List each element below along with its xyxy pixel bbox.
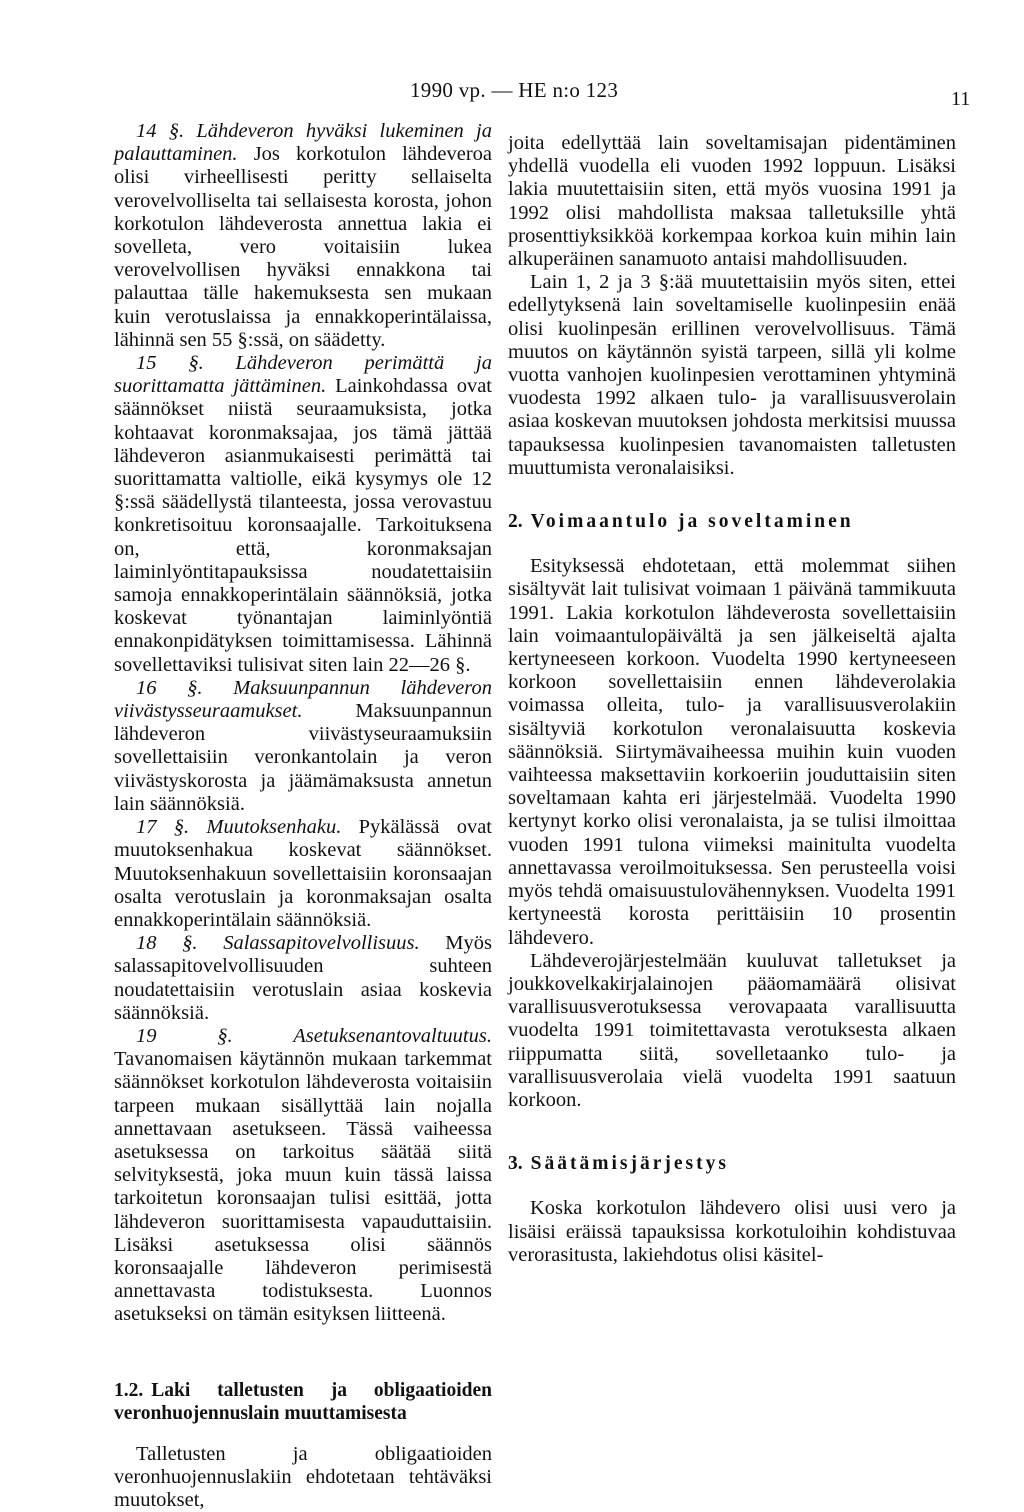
heading-1-2-text: Laki talletusten ja obligaatioiden veronhuojennuslain muuttamisesta — [114, 1379, 492, 1424]
section-16 — [114, 677, 492, 816]
section-16-text: Maksuunpannun lähdeveron viivästyseuraamuksiin sovellettaisiin veronkantolain ja veron viivästyskorosta ja jäämämaksusta annetun lain säännöksiä. — [114, 700, 492, 815]
paragraph-kuolinpesat: Lain 1, 2 ja 3 §:ää muutettaisiin myös siten, ettei edellytyksenä lain soveltamiselle kuolinpesiin enää olisi kuolinpesän erillinen verovelvollisuus. Tämä muutos on käytännön syistä tarpeen, sillä yli kolme vuotta vanhojen kuolinpesien verottaminen yhtyminä vuodesta 1992 alkaen tulo- ja varallisuusverolain asiaa koskevan muutoksen johdosta merkitsisi muussa tapauksessa kuolinpesien tavanomaisten talletusten muuttumista veronalaisiksi. — [508, 271, 956, 479]
heading-3 — [508, 1152, 956, 1175]
section-15-title: Lähdeveron perimättä ja suorittamatta jättäminen. — [114, 352, 493, 398]
section-14-title: Lähdeveron hyväksi lukeminen ja palauttaminen. — [114, 120, 493, 166]
section-14-text: Jos korkotulon lähdeveroa olisi virheellisesti peritty sellaiselta verovelvolliselta tai sellaisesta korosta, johon korkotulon lähdeverosta annettua lakia ei sovelleta, vero voitaisiin lukea verovelvollisen hyväksi ennakkona tai palauttaa tälle hakemuksesta sen mukaan kuin verotuslaissa ja ennakkoperintälaissa, lähinnä sen 55 §:ssä, on säädetty. — [114, 143, 493, 351]
header-title: 1990 vp. — HE n:o 123 — [410, 78, 619, 102]
heading-3-num: 3. — [508, 1153, 523, 1175]
paragraph-voimaantulo: Esityksessä ehdotetaan, että molemmat siihen sisältyvät lait tulisivat voimaan 1 päivänä tammikuuta 1991. Lakia korkotulon lähdeverosta sovellettaisiin lain voimaantulopäivältä ja sen jälkeiseltä ajalta kertyneeseen korkoon. Vuodelta 1990 kertyneeseen korkoon sovellettaisiin ennen lähdeverolakia voimassa olleita, tulo- ja varallisuusverolakiin sisältyviä korkotulon veronalaisuutta koskevia säännöksiä. Siirtymävaiheessa muihin kuin vuoden vaihteessa maksettaviin korkoeriin jouduttaisiin siten soveltamaan kahta eri järjestelmää. Vuodelta 1990 kertynyt korko olisi veronalaista, ja se tulisi ilmoittaa vuoden 1991 tulona viimeksi mainitulta vuodelta annettavassa veroilmoituksessa. Sen perusteella voisi myös tehdä omaisuustulovähennyksen. Vuodelta 1991 kertyneestä korosta perittäisiin 10 prosentin lähdevero. — [508, 555, 956, 949]
paragraph-saatamisjarjestys: Koska korkotulon lähdevero olisi uusi vero ja lisäisi eräissä tapauksissa korkotuloihin kohdistuvaa verorasitusta, lakiehdotus olisi käsitel- — [508, 1197, 956, 1266]
paragraph-lahdeverojarjestelma: Lähdeverojärjestelmään kuuluvat talletukset ja joukkovelkakirjalainojen pääomamäärä olisivat varallisuusverotuksessa verovapaata varallisuutta vuodelta 1991 toimitettavasta verotuksesta alkaen riippumatta siitä, sovelletaanko tulo- ja varallisuusverolaia vielä vuodelta 1991 saatuun korkoon. — [508, 949, 956, 1111]
section-17 — [114, 816, 492, 932]
section-15-text: Lainkohdassa ovat säännökset niistä seuraamuksista, jotka kohtaavat koronmaksajaa, jos tämä jättää lähdeveron asianmukaisesti perimättä tai suorittamatta valtiolle, eikä kysymys ole 12 §:ssä säädellystä tilanteesta, jossa verovastuu konkretisoituu koronsaajalle. Tarkoituksena on, että, koronmaksajan laiminlyöntitapauksissa noudatettaisiin samoja ennakkoperintälain säännöksiä, jotka koskevat työnantajan laiminlyöntiä ennakonpidätyksen toimittamisessa. Lähinnä sovellettaviksi tulisivat siten lain 22—26 §. — [114, 375, 492, 676]
heading-2-num: 2. — [508, 511, 523, 533]
section-19-title: Asetuksenantovaltuutus. — [293, 1024, 492, 1047]
section-17-num: 17 §. — [136, 816, 190, 839]
heading-2-text: Voimaantulo ja soveltaminen — [530, 511, 854, 533]
section-19-num: 19 §. — [136, 1024, 233, 1047]
right-column — [508, 132, 956, 1267]
paragraph-veronhuojennuslaki: Talletusten ja obligaatioiden veronhuojennuslakiin ehdotetaan tehtäväksi muutokset, — [114, 1442, 492, 1511]
section-18-num: 18 §. — [136, 932, 198, 955]
section-16-title: Maksuunpannun lähdeveron viivästysseuraamukset. — [114, 676, 492, 723]
section-16-num: 16 §. — [136, 676, 203, 699]
section-17-title: Muutoksenhaku. — [206, 816, 342, 839]
heading-2 — [508, 510, 956, 533]
section-19 — [114, 1025, 492, 1327]
section-14-num: 14 §. — [136, 120, 185, 142]
section-18-title: Salassapitovelvollisuus. — [223, 932, 420, 955]
left-column — [114, 120, 492, 1512]
page-number: 11 — [951, 88, 971, 110]
section-19-text: Tavanomaisen käytännön mukaan tarkemmat säännökset korkotulon lähdeverosta voitaisiin tarpeen mukaan sisällyttää lain nojalla annettavaan asetukseen. Tässä vaiheessa asetuksessa on tarkoitus säätää siitä selvityksestä, joka muun kuin tässä laissa tarkoitetun koronsaajan tulisi esittää, jotta lähdeveron suorittamisesta vapauduttaisiin. Lisäksi asetuksessa olisi säännös koronsaajalle lähdeveron perimisestä annettavasta todistuksesta. Luonnos asetukseksi on tämän esityksen liitteenä. — [114, 1048, 492, 1326]
page-header — [0, 78, 1024, 110]
section-18 — [114, 932, 492, 1025]
heading-1-2-num: 1.2. — [114, 1379, 144, 1401]
heading-3-text: Säätämisjärjestys — [530, 1153, 729, 1175]
paragraph-continuation: joita edellyttää lain soveltamisajan pidentäminen yhdellä vuodella eli vuoden 1992 loppuun. Lisäksi lakia muutettaisiin siten, että myös vuosina 1991 ja 1992 olisi mahdollista maksaa talletuksille yhtä prosenttiyksikköä korkempaa korkoa kuin mihin lain alkuperäinen sanamuoto antaisi mahdollisuuden. — [508, 132, 956, 271]
heading-1-2 — [114, 1379, 492, 1425]
section-15-num: 15 §. — [136, 352, 204, 375]
section-18-text: Myös salassapitovelvollisuuden suhteen noudatettaisiin verotuslain asiaa koskevia säännöksiä. — [114, 932, 493, 1024]
section-15 — [114, 352, 492, 677]
section-17-text: Pykälässä ovat muutoksenhakua koskevat säännökset. Muutoksenhakuun sovellettaisiin koronsaajan osalta verotuslain ja koronmaksajan osalta ennakkoperintälain säännöksiä. — [114, 816, 492, 931]
section-14 — [114, 120, 492, 352]
